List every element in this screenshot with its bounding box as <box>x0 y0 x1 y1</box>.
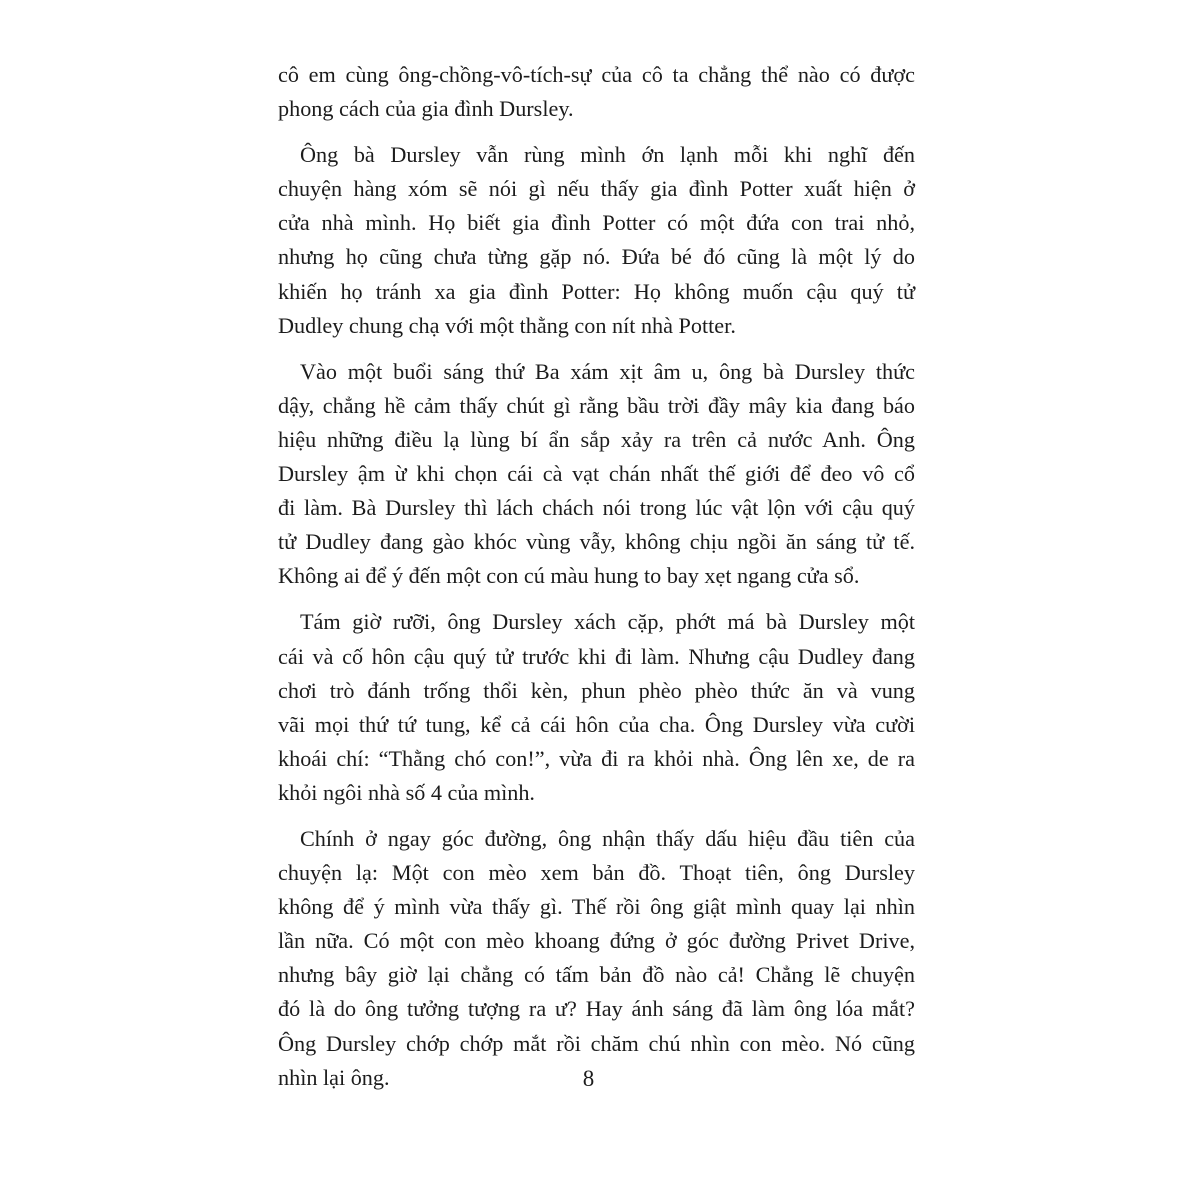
text-line: khỏi ngôi nhà số 4 của mình. <box>278 779 535 805</box>
text-line: lần nữa. Có một con mèo khoang đứng ở góc đường Privet Drive, <box>278 928 915 954</box>
text-line: cô em cùng ông-chồng-vô-tích-sự của cô ta chẳng thể nào có được <box>278 62 915 87</box>
text-line: khiến họ tránh xa gia đình Potter: Họ không muốn cậu quý tử <box>278 278 915 304</box>
text-line: Chính ở ngay góc đường, ông nhận thấy dấu hiệu đầu tiên của <box>300 825 915 851</box>
text-line: Tám giờ rưỡi, ông Dursley xách cặp, phớt má bà Dursley một <box>300 609 915 635</box>
text-line: Không ai để ý đến một con cú màu hung to bay xẹt ngang cửa sổ. <box>278 563 860 589</box>
text-line: Dursley ậm ừ khi chọn cái cà vạt chán nhất thế giới để đeo vô cổ <box>278 461 915 487</box>
paragraph <box>278 58 915 126</box>
text-line: nhìn lại ông. <box>278 1064 390 1090</box>
text-line: nhưng họ cũng chưa từng gặp nó. Đứa bé đó cũng là một lý do <box>278 244 915 270</box>
paragraph <box>278 355 915 594</box>
text-line: đó là do ông tưởng tượng ra ư? Hay ánh sáng đã làm ông lóa mắt? <box>278 996 915 1022</box>
text-line: tử Dudley đang gào khóc vùng vẫy, không chịu ngồi ăn sáng tử tế. <box>278 529 915 555</box>
text-line: Vào một buổi sáng thứ Ba xám xịt âm u, ông bà Dursley thức <box>300 358 915 384</box>
text-line: chuyện hàng xóm sẽ nói gì nếu thấy gia đình Potter xuất hiện ở <box>278 176 915 202</box>
page-number: 8 <box>582 1066 595 1091</box>
text-line: dậy, chẳng hề cảm thấy chút gì rằng bầu trời đầy mây kia đang báo <box>278 392 915 418</box>
text-line: khoái chí: “Thằng chó con!”, vừa đi ra khỏi nhà. Ông lên xe, de ra <box>278 745 915 771</box>
book-page-text <box>278 58 915 1107</box>
text-line: hiệu những điều lạ lùng bí ẩn sắp xảy ra trên cả nước Anh. Ông <box>278 426 915 452</box>
text-line: cửa nhà mình. Họ biết gia đình Potter có một đứa con trai nhỏ, <box>278 210 915 236</box>
text-line: nhưng bây giờ lại chẳng có tấm bản đồ nào cả! Chẳng lẽ chuyện <box>278 962 915 988</box>
paragraph <box>278 822 915 1095</box>
text-line: phong cách của gia đình Dursley. <box>278 96 574 122</box>
paragraph <box>278 138 915 343</box>
text-line: cái và cố hôn cậu quý tử trước khi đi làm. Nhưng cậu Dudley đang <box>278 643 915 669</box>
text-line: vãi mọi thứ tứ tung, kể cả cái hôn của cha. Ông Dursley vừa cười <box>278 711 915 737</box>
text-line: Dudley chung chạ với một thằng con nít nhà Potter. <box>278 312 736 338</box>
text-line: không để ý mình vừa thấy gì. Thế rồi ông giật mình quay lại nhìn <box>278 894 915 920</box>
text-line: chơi trò đánh trống thổi kèn, phun phèo phèo thức ăn và vung <box>278 677 915 703</box>
text-line: chuyện lạ: Một con mèo xem bản đồ. Thoạt tiên, ông Dursley <box>278 860 915 886</box>
paragraph <box>278 605 915 810</box>
text-line: đi làm. Bà Dursley thì lách chách nói trong lúc vật lộn với cậu quý <box>278 495 915 521</box>
text-line: Ông Dursley chớp chớp mắt rồi chăm chú nhìn con mèo. Nó cũng <box>278 1030 915 1056</box>
text-line: Ông bà Dursley vẫn rùng mình ớn lạnh mỗi khi nghĩ đến <box>300 142 915 168</box>
